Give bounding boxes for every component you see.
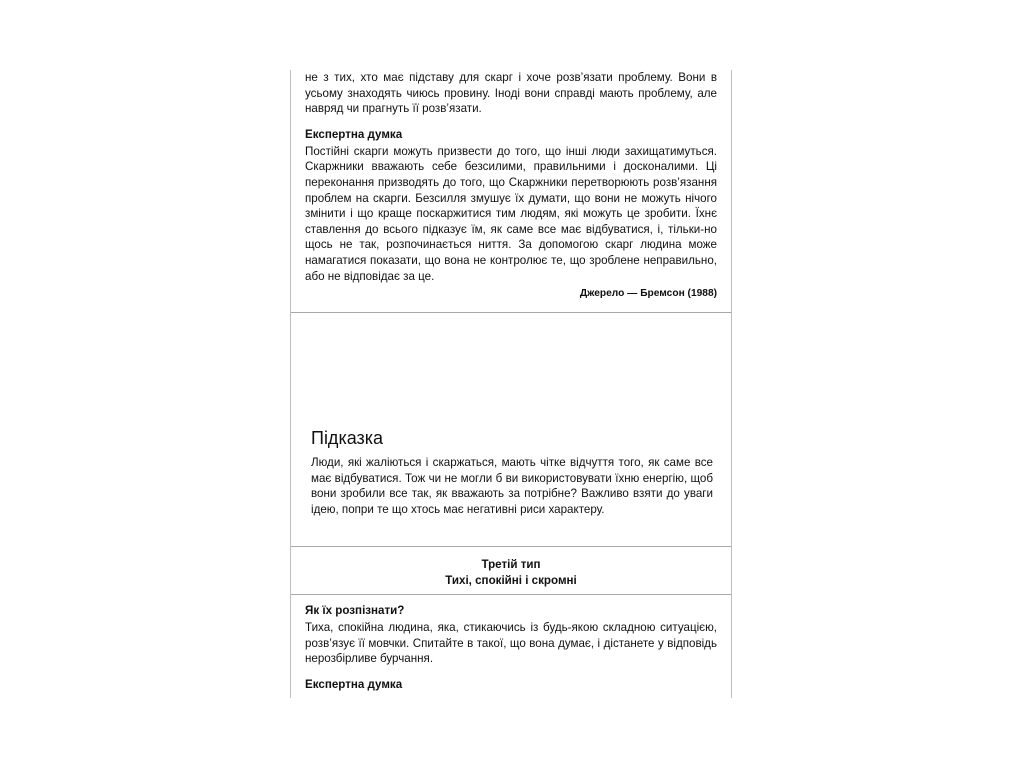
recognize-paragraph: Тиха, спокійна людина, яка, стикаючись із будь-якою складною ситуацією, розв’язує її мовчки. Спитайте в такої, що вона думає, і дістанете у відповідь нерозбірливе бурчання. <box>305 621 717 666</box>
tip-box <box>311 427 713 518</box>
source-citation: Джерело — Бремсон (1988) <box>579 288 717 300</box>
section-divider <box>291 312 731 313</box>
quiet-types-section <box>305 603 717 694</box>
expert-opinion-heading: Експертна думка <box>305 127 403 141</box>
intro-paragraph: не з тих, хто має підставу для скарг і хоче розв’язати проблему. Вони в усьому знаходять чиюсь провину. Іноді вони справді мають проблему, але навряд чи прагнуть її розв’язати. <box>305 71 717 116</box>
expert-opinion-heading: Експертна думка <box>305 677 403 691</box>
section-divider <box>291 594 731 595</box>
expert-opinion-paragraph: Постійні скарги можуть призвести до того, що інші люди захищатимуться. Скаржники вважають себе безсилими, правильними і досконалими. Ці переконання призводять до того, що Скаржники перетворюють розв’язання проблем на скарги. Безсилля змушує їх думати, що вони не можуть нічого змінити і що краще поскаржитися тим людям, які можуть це зробити. Їхнє ставлення до всього підказує їм, як саме все має відбуватися, і, тільки-но щось не так, розпочинається ниття. За допомогою скарг людина може намагатися показати, що вона не контролює те, що зроблене неправильно, або не відповідає за це. <box>305 144 717 283</box>
section-divider <box>291 546 731 547</box>
recognize-heading: Як їх розпізнати? <box>305 604 405 617</box>
document-page <box>290 70 732 698</box>
complainers-section <box>305 70 717 301</box>
tip-title: Підказка <box>311 428 384 448</box>
type-header <box>291 557 731 589</box>
type-name: Тихі, спокійні і скромні <box>445 574 577 587</box>
type-number: Третій тип <box>481 558 541 571</box>
tip-paragraph: Люди, які жаліються і скаржаться, мають чітке відчуття того, як саме все має відбуватися. Тож чи не могли б ви використовувати їхню енергію, щоб вони зробили все так, як вважають за потрібне? Важливо взяти до уваги ідею, попри те що хтось має негативні риси характеру. <box>311 456 713 517</box>
